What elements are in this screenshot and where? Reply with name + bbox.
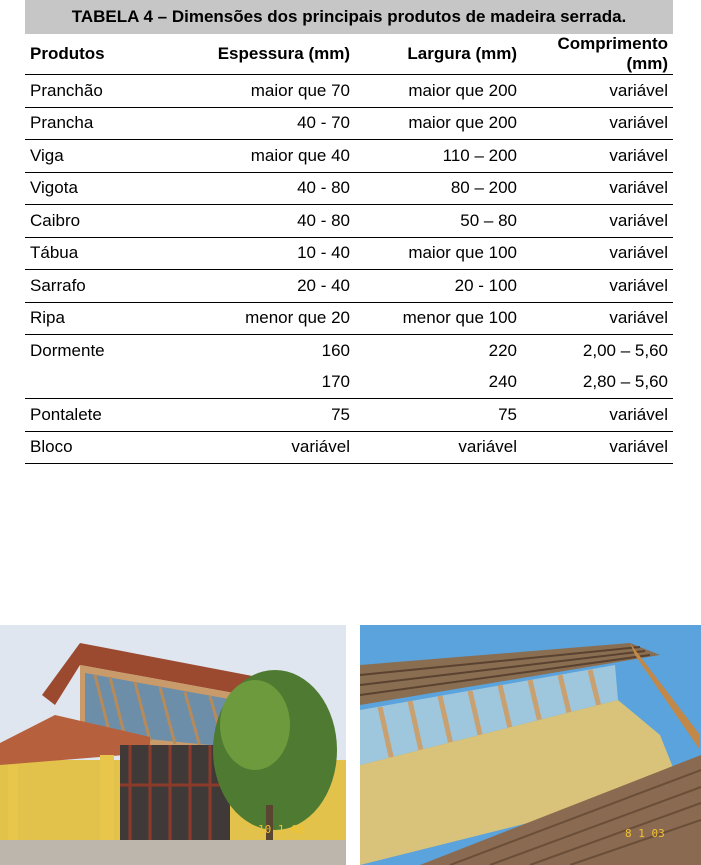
table-row [25, 399, 673, 432]
table-row [25, 107, 673, 140]
cell-comprimento: variável [529, 140, 673, 173]
cell-largura: menor que 100 [362, 302, 529, 335]
cell-comprimento: 2,80 – 5,60 [529, 367, 673, 399]
cell-produto: Pranchão [25, 75, 185, 108]
table-header-row [25, 34, 673, 75]
cell-espessura: 40 - 80 [185, 205, 362, 238]
cell-comprimento: variável [529, 172, 673, 205]
table-row [25, 335, 673, 367]
cell-largura: 240 [362, 367, 529, 399]
date-stamp-right: 8 1 03 [625, 827, 665, 840]
cell-largura: 75 [362, 399, 529, 432]
cell-comprimento: variável [529, 302, 673, 335]
table-row [25, 140, 673, 173]
cell-comprimento: 2,00 – 5,60 [582, 340, 668, 360]
cell-produto: Caibro [25, 205, 185, 238]
cell-espessura: 170 [185, 367, 362, 399]
cell-produto: Tábua [25, 237, 185, 270]
cell-comprimento: variável [529, 399, 673, 432]
cell-comprimento: variável [529, 237, 673, 270]
cell-comprimento: variável [529, 205, 673, 238]
cell-largura: 110 – 200 [362, 140, 529, 173]
building-photo-left [0, 625, 346, 865]
cell-produto: Ripa [25, 302, 185, 335]
table-row [25, 302, 673, 335]
cell-espessura: menor que 20 [185, 302, 362, 335]
cell-largura: maior que 100 [362, 237, 529, 270]
cell-produto: Dormente [30, 340, 105, 360]
table-row [25, 172, 673, 205]
date-stamp-left: 10 1 03 [258, 823, 305, 836]
table-row [25, 237, 673, 270]
header-comprimento: Comprimento (mm) [529, 34, 673, 75]
header-espessura: Espessura (mm) [185, 34, 362, 75]
cell-produto: Prancha [25, 107, 185, 140]
cell-largura: 20 - 100 [362, 270, 529, 303]
cell-comprimento: variável [529, 270, 673, 303]
cell-espessura: maior que 70 [185, 75, 362, 108]
cell-largura: 80 – 200 [362, 172, 529, 205]
cell-espessura: variável [185, 431, 362, 464]
header-produtos: Produtos [25, 34, 185, 75]
cell-largura: variável [362, 431, 529, 464]
cell-produto [25, 367, 185, 399]
cell-produto: Bloco [25, 431, 185, 464]
table-row [25, 431, 673, 464]
cell-comprimento: variável [529, 75, 673, 108]
cell-espessura: 75 [185, 399, 362, 432]
dimensions-table [25, 34, 673, 464]
table-row [25, 75, 673, 108]
cell-espessura: 10 - 40 [185, 237, 362, 270]
cell-produto: Vigota [25, 172, 185, 205]
cell-espessura: 160 [321, 340, 350, 360]
cell-espessura: 20 - 40 [185, 270, 362, 303]
cell-largura: 220 [488, 340, 517, 360]
cell-largura: maior que 200 [362, 107, 529, 140]
roof-photo-right [360, 625, 701, 865]
cell-espessura: maior que 40 [185, 140, 362, 173]
cell-largura: maior que 200 [362, 75, 529, 108]
cell-largura: 50 – 80 [362, 205, 529, 238]
cell-comprimento: variável [529, 107, 673, 140]
cell-espessura: 40 - 70 [185, 107, 362, 140]
cell-produto: Viga [25, 140, 185, 173]
header-largura: Largura (mm) [362, 34, 529, 75]
table-row [25, 205, 673, 238]
table-row [25, 270, 673, 303]
cell-produto: Sarrafo [25, 270, 185, 303]
table-row [25, 367, 673, 399]
cell-comprimento: variável [529, 431, 673, 464]
table-caption: TABELA 4 – Dimensões dos principais produtos de madeira serrada. [25, 0, 673, 34]
cell-espessura: 40 - 80 [185, 172, 362, 205]
cell-produto: Pontalete [25, 399, 185, 432]
